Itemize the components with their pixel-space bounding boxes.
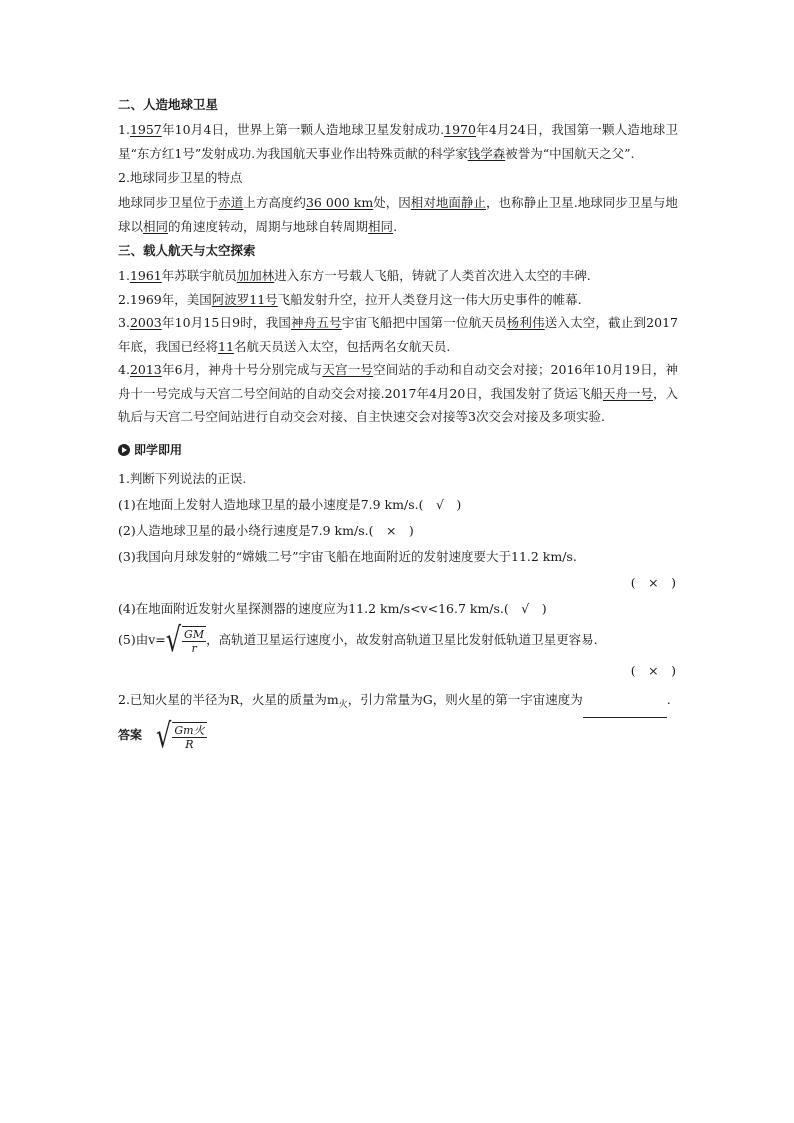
text: 进入东方一号载人飞船，铸就了人类首次进入太空的丰碑. bbox=[274, 268, 591, 283]
text: 名航天员送入太空，包括两名女航天员. bbox=[233, 338, 451, 354]
radical-sign: √ bbox=[165, 620, 182, 660]
list-item-gagarin bbox=[118, 264, 678, 288]
fraction bbox=[172, 724, 206, 751]
text: 送入太空，截止到2017年底，我国已经将 bbox=[118, 315, 678, 354]
text: 1. bbox=[118, 122, 130, 137]
practice-title: 即学即用 bbox=[134, 442, 183, 457]
underlined-term: 杨利伟 bbox=[506, 315, 545, 330]
numerator: Gm火 bbox=[174, 723, 205, 737]
text: 空间站的手动和自动交会对接；2016年10月19日，神舟十一号完成与天宫二号空间站的自动交会对接.2017年4月20日，我国发射了货运飞船 bbox=[118, 362, 678, 401]
underlined-term: 赤道 bbox=[218, 195, 244, 210]
text: 上方高度约 bbox=[243, 195, 306, 210]
practice-heading bbox=[118, 439, 678, 463]
underlined-term: 11 bbox=[218, 338, 234, 354]
denominator: R bbox=[185, 737, 194, 751]
text: 飞船发射升空，拉开人类登月这一伟大历史事件的帷幕. bbox=[277, 291, 582, 307]
section-heading-manned-spaceflight: 三、载人航天与太空探索 bbox=[118, 243, 256, 258]
underlined-term: 36 000 km bbox=[305, 195, 374, 210]
play-circle-icon bbox=[118, 444, 130, 456]
section-heading-satellites: 二、人造地球卫星 bbox=[118, 97, 219, 112]
underlined-term: 神舟五号 bbox=[291, 315, 342, 330]
text: 被誉为“中国航天之父”. bbox=[505, 145, 635, 161]
statement-3-mark: ( × ) bbox=[630, 575, 676, 590]
text: 4. bbox=[118, 362, 130, 377]
answer-blank bbox=[583, 703, 667, 718]
text: ，高轨道卫星运行速度小，故发射高轨道卫星比发射低轨道卫星更容易. bbox=[206, 632, 598, 648]
numerator: GM bbox=[184, 627, 205, 641]
text: 地球同步卫星位于 bbox=[118, 195, 219, 210]
text: 年10月15日9时，我国 bbox=[161, 315, 292, 330]
statement-2: (2)人造地球卫星的最小绕行速度是7.9 km/s.( × ) bbox=[118, 523, 414, 538]
list-item-shenzhou bbox=[118, 311, 678, 358]
underlined-year: 1970 bbox=[444, 122, 476, 137]
underlined-name: 钱学森 bbox=[467, 145, 506, 161]
text: ，入轨后与天宫二号空间站进行自动交会对接、自主快速交会对接等3次交会对接及多项实验. bbox=[118, 385, 678, 424]
underlined-year: 1957 bbox=[129, 122, 162, 137]
text: ，也称静止卫星.地球同步卫星与地球以 bbox=[118, 195, 678, 234]
fraction bbox=[182, 628, 206, 655]
answer-label: 答案 bbox=[118, 728, 143, 743]
text: . bbox=[393, 218, 398, 234]
underlined-term: 2013 bbox=[129, 362, 162, 377]
text: 宇宙飞船把中国第一位航天员 bbox=[341, 315, 507, 330]
statement-5 bbox=[118, 622, 678, 658]
text: 的角速度转动，周期与地球自转周期 bbox=[168, 218, 369, 234]
paragraph-satellite-history bbox=[118, 118, 678, 165]
paragraph-sync-satellite bbox=[118, 191, 678, 238]
underlined-term: 天舟一号 bbox=[602, 385, 653, 401]
text: 1. bbox=[118, 268, 130, 283]
underlined-term: 1961 bbox=[129, 268, 162, 283]
question-2 bbox=[118, 688, 678, 718]
denominator: r bbox=[191, 641, 197, 655]
text: 年10月4日，世界上第一颗人造地球卫星发射成功. bbox=[161, 122, 445, 137]
underlined-term: 阿波罗11号 bbox=[211, 291, 278, 307]
radical-sign: √ bbox=[156, 716, 172, 756]
text: . bbox=[666, 692, 671, 707]
subscript: 火 bbox=[338, 700, 348, 710]
list-item-tiangong bbox=[118, 358, 678, 429]
underlined-term: 相同 bbox=[368, 218, 394, 234]
answer-formula bbox=[156, 716, 207, 756]
text: 2.1969年，美国 bbox=[118, 291, 212, 307]
underlined-term: 天宫一号 bbox=[322, 362, 374, 377]
underlined-term: 相对地面静止 bbox=[410, 195, 486, 210]
text: 2.已知火星的半径为R，火星的质量为m bbox=[118, 692, 339, 707]
statement-5-mark: ( × ) bbox=[630, 663, 676, 678]
underlined-term: 2003 bbox=[129, 315, 162, 330]
document-page bbox=[118, 92, 679, 756]
underlined-term: 加加林 bbox=[236, 268, 275, 283]
text: 年6月，神舟十号分别完成与 bbox=[161, 362, 323, 377]
text: 年4月24日，我国第一颗人造地球卫星“东方红1号”发射成功.为我国航天事业作出特殊贡献的科学家 bbox=[118, 122, 679, 161]
underlined-term: 相同 bbox=[143, 218, 169, 234]
radicand bbox=[172, 722, 206, 751]
question-1: 1.判断下列说法的正误. bbox=[118, 471, 247, 486]
text: (5)由v= bbox=[118, 632, 166, 648]
radicand bbox=[182, 626, 206, 655]
text: 处，因 bbox=[373, 195, 411, 210]
sqrt-formula bbox=[165, 620, 206, 660]
text: ，引力常量为G，则火星的第一宇宙速度为 bbox=[347, 692, 583, 707]
text: 年苏联宇航员 bbox=[161, 268, 237, 283]
text: 3. bbox=[118, 315, 130, 330]
subheading-sync-satellite: 2.地球同步卫星的特点 bbox=[118, 170, 243, 185]
statement-4: (4)在地面附近发射火星探测器的速度应为11.2 km/s<v<16.7 km/s.( √ ) bbox=[118, 601, 547, 616]
list-item-apollo bbox=[118, 288, 678, 312]
statement-3: (3)我国向月球发射的“嫦娥二号”宇宙飞船在地面附近的发射速度要大于11.2 km/s. bbox=[118, 549, 577, 564]
statement-1: (1)在地面上发射人造地球卫星的最小速度是7.9 km/s.( √ ) bbox=[118, 497, 462, 512]
answer-row bbox=[118, 716, 678, 756]
